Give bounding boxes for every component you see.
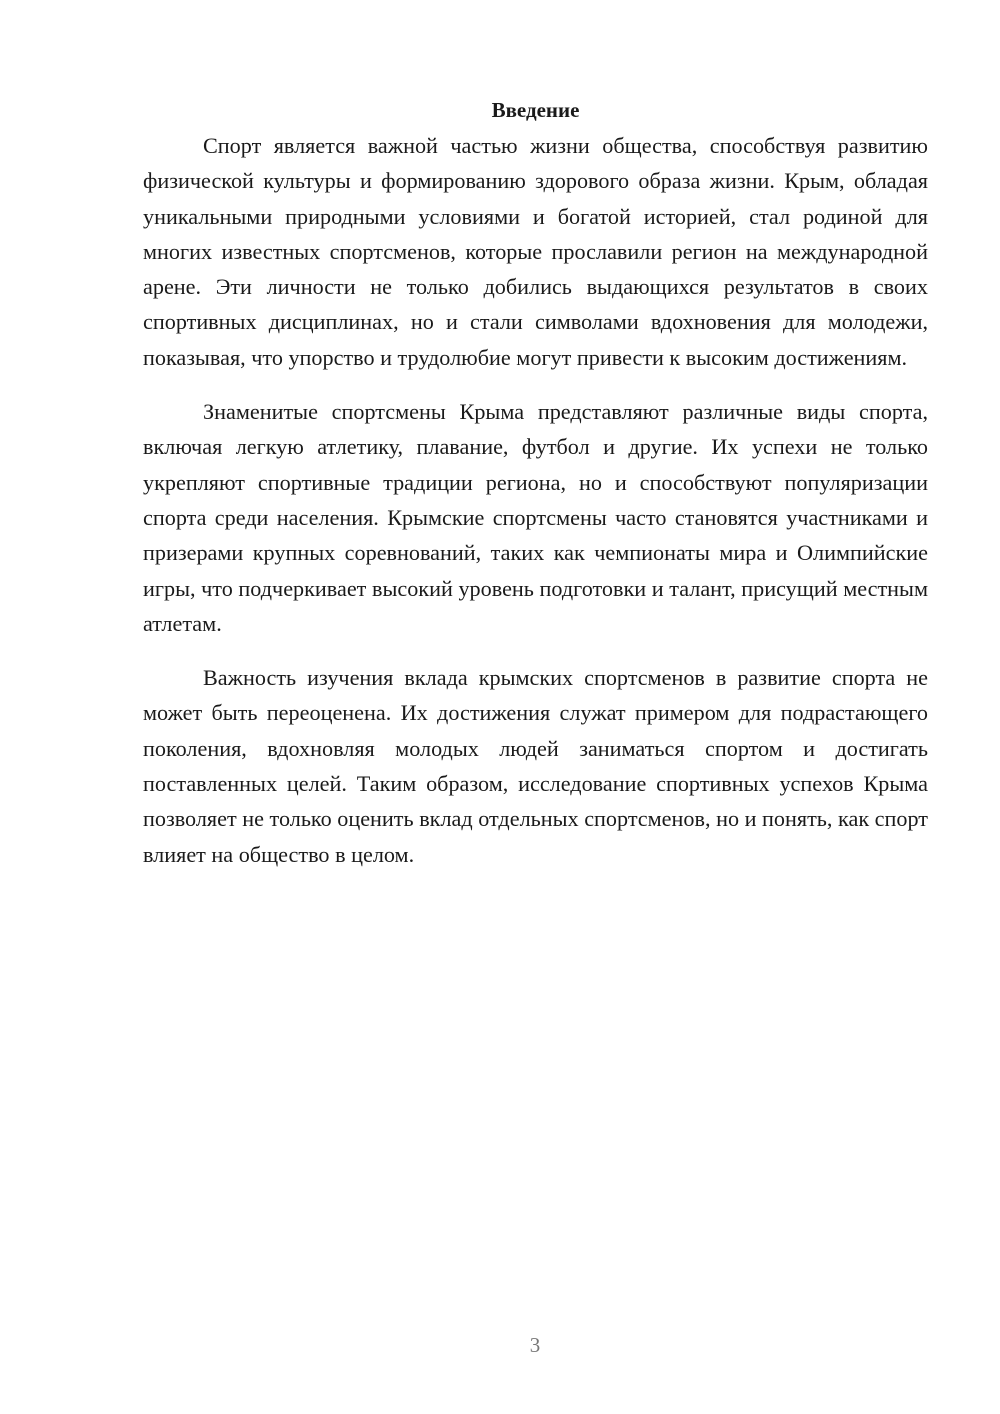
page-content bbox=[143, 95, 928, 872]
paragraph-importance: Важность изучения вклада крымских спортсменов в развитие спорта не может быть переоценена. Их достижения служат примером для подрастающего поколения, вдохновляя молодых людей заниматься спортом и достигать поставленных целей. Таким образом, исследование спортивных успехов Крыма позволяет не только оценить вклад отдельных спортсменов, но и понять, как спорт влияет на общество в целом. bbox=[143, 665, 928, 867]
page-title: Введение bbox=[491, 98, 580, 122]
paragraph-athletes: Знаменитые спортсмены Крыма представляют различные виды спорта, включая легкую атлетику, плавание, футбол и другие. Их успехи не только укрепляют спортивные традиции региона, но и способствуют популяризации спорта среди населения. Крымские спортсмены часто становятся участниками и призерами крупных соревнований, таких как чемпионаты мира и Олимпийские игры, что подчеркивает высокий уровень подготовки и талант, присущий местным атлетам. bbox=[143, 399, 928, 636]
page-number: 3 bbox=[529, 1333, 541, 1357]
paragraph-intro: Спорт является важной частью жизни общества, способствуя развитию физической культуры и формированию здорового образа жизни. Крым, обладая уникальными природными условиями и богатой историей, стал родиной для многих известных спортсменов, которые прославили регион на международной арене. Эти личности не только добились выдающихся результатов в своих спортивных дисциплинах, но и стали символами вдохновения для молодежи, показывая, что упорство и трудолюбие могут привести к высоким достижениям. bbox=[143, 133, 928, 370]
